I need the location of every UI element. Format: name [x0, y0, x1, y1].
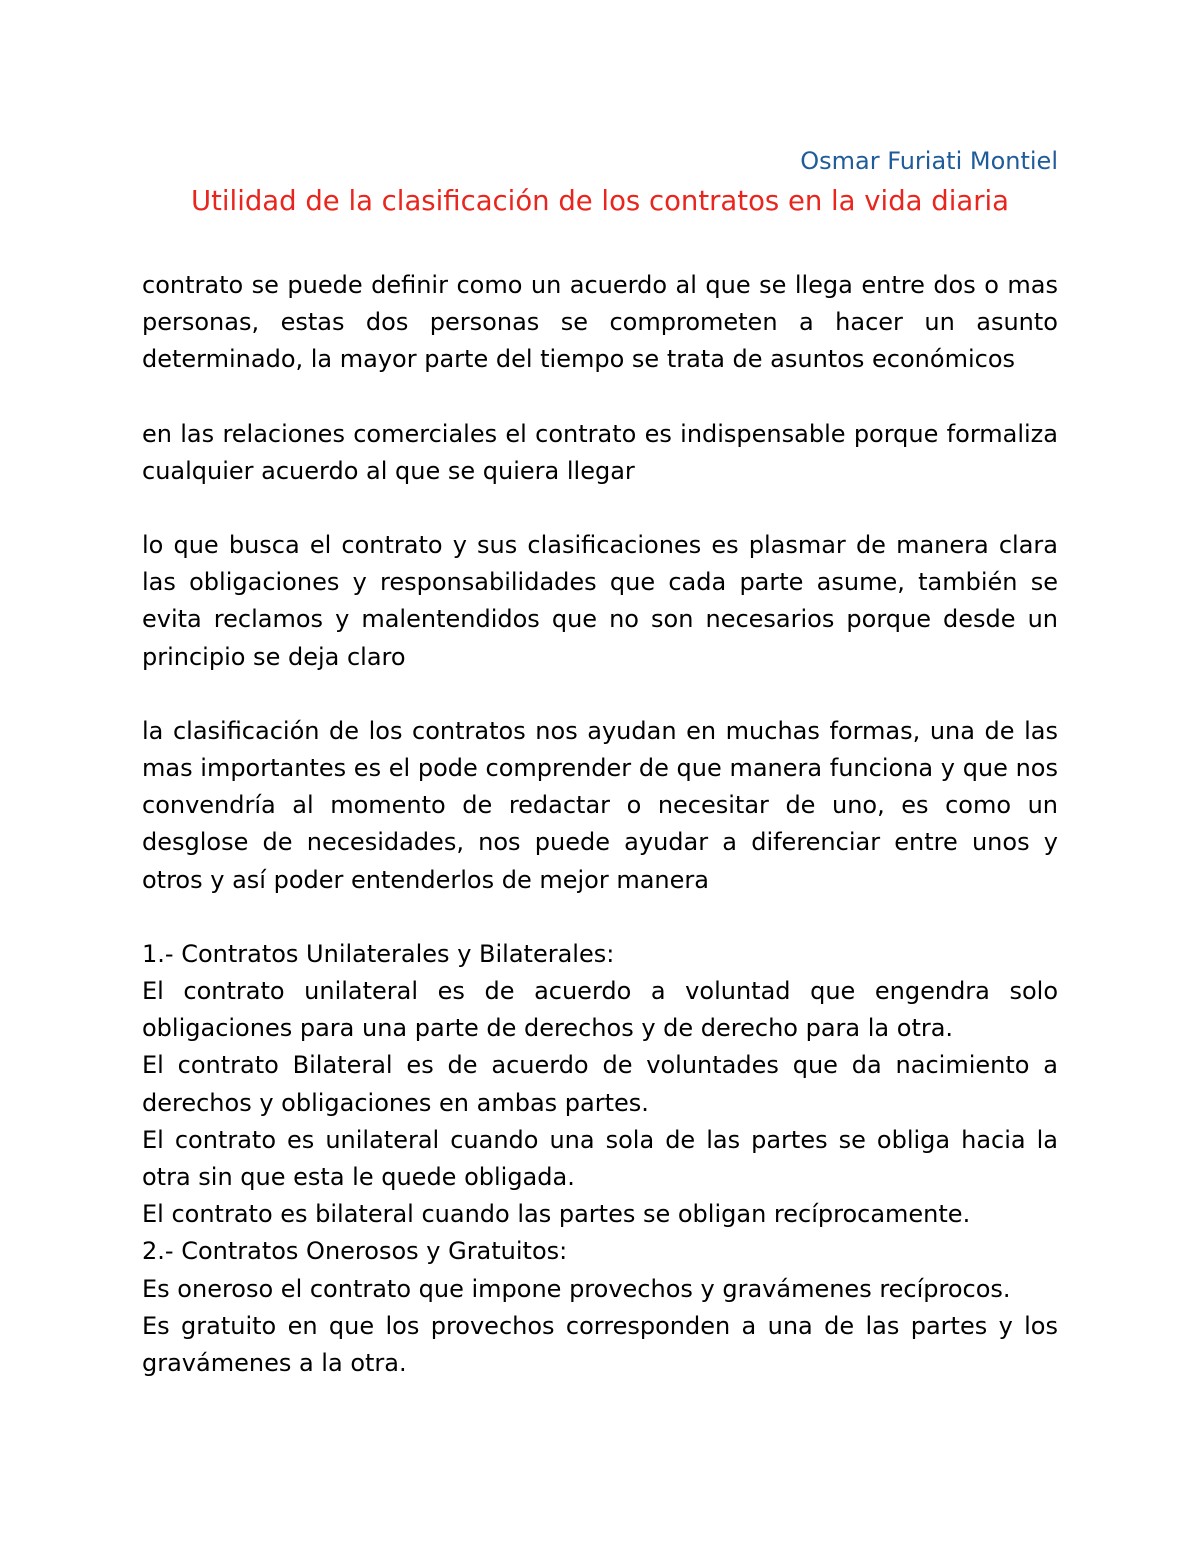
paragraph-commercial-relations: en las relaciones comerciales el contrato es indispensable porque formaliza cualquier acuerdo al que se quiera llegar	[142, 419, 1058, 485]
section-line: El contrato es bilateral cuando las partes se obligan recíprocamente.	[142, 1200, 971, 1229]
section-line: El contrato es unilateral cuando una sola de las partes se obliga hacia la otra sin que esta le quede obligada.	[142, 1125, 1058, 1192]
section-line: Es gratuito en que los provechos corresponden a una de las partes y los gravámenes a la otra.	[142, 1311, 1058, 1378]
section-onerous-gratuitous	[142, 1233, 1058, 1382]
document-title: Utilidad de la clasificación de los contratos en la vida diaria	[191, 185, 1009, 217]
section-heading: 1.- Contratos Unilaterales y Bilaterales:	[142, 939, 615, 968]
section-line: El contrato unilateral es de acuerdo a voluntad que engendra solo obligaciones para una parte de derechos y de derecho para la otra.	[142, 977, 1058, 1043]
paragraph-classification-usefulness: la clasificación de los contratos nos ayudan en muchas formas, una de las mas importantes es el pode comprender de que manera funciona y que nos convendría al momento de redactar o necesitar de uno, es como un desglose de necesidades, nos puede ayudar a diferenciar entre unos y otros y así poder entenderlos de mejor manera	[142, 716, 1058, 894]
section-heading: 2.- Contratos Onerosos y Gratuitos:	[142, 1237, 568, 1266]
paragraph-definition: contrato se puede definir como un acuerdo al que se llega entre dos o mas personas, estas dos personas se comprometen a hacer un asunto determinado, la mayor parte del tiempo se trata de asuntos económicos	[142, 271, 1058, 374]
section-unilateral-bilateral	[142, 936, 1058, 1234]
section-line: El contrato Bilateral es de acuerdo de voluntades que da nacimiento a derechos y obligaciones en ambas partes.	[142, 1051, 1058, 1117]
section-line: Es oneroso el contrato que impone provechos y gravámenes recíprocos.	[142, 1274, 1011, 1303]
document-body	[142, 143, 1058, 1382]
paragraph-purpose: lo que busca el contrato y sus clasificaciones es plasmar de manera clara las obligaciones y responsabilidades que cada parte asume, también se evita reclamos y malentendidos que no son necesarios porque desde un principio se deja claro	[142, 531, 1058, 671]
author-name: Osmar Furiati Montiel	[800, 147, 1058, 175]
